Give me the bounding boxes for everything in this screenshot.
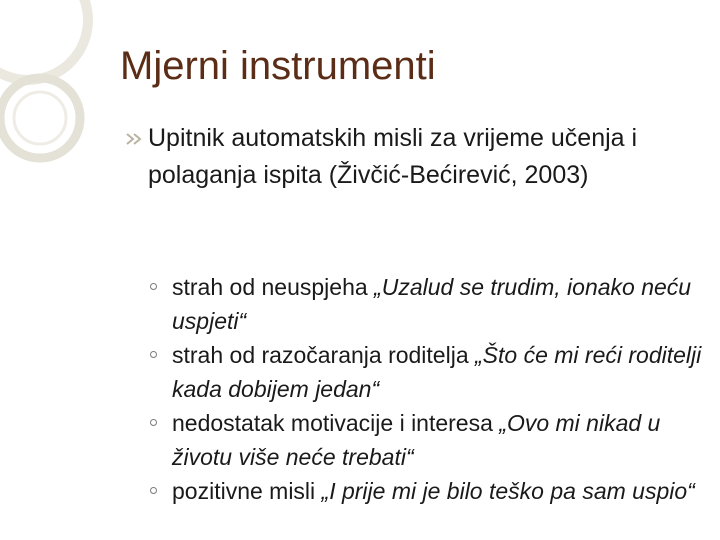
ring-bullet-icon xyxy=(150,283,157,290)
item-quote: „I prije mi je bilo teško pa sam uspio“ xyxy=(321,478,695,504)
ring-bullet-icon xyxy=(150,487,157,494)
decorative-rings-icon xyxy=(0,0,110,200)
slide-title: Mjerni instrumenti xyxy=(120,44,436,88)
item-text: nedostatak motivacije i interesa xyxy=(172,410,500,436)
item-text: strah od neuspjeha xyxy=(172,274,375,300)
item-quote: „Što će mi reći roditelji kada dobijem jedan“ xyxy=(172,342,702,402)
item-text: strah od razočaranja roditelja xyxy=(172,342,475,368)
list-item xyxy=(148,338,708,406)
ring-bullet-icon xyxy=(150,419,157,426)
sub-bullet-list xyxy=(148,270,708,508)
double-chevron-bullet-icon xyxy=(124,132,146,146)
list-item xyxy=(148,406,708,474)
list-item xyxy=(148,474,708,508)
item-quote: „Uzalud se trudim, ionako neću uspjeti“ xyxy=(172,274,692,334)
item-quote: „Ovo mi nikad u životu više neće trebati“ xyxy=(172,410,661,470)
list-item xyxy=(148,270,708,338)
item-text: pozitivne misli xyxy=(172,478,322,504)
main-bullet-text: Upitnik automatskih misli za vrijeme učenja i polaganja ispita (Živčić-Bećirević, 2003) xyxy=(148,124,638,189)
main-bullet xyxy=(124,120,684,194)
ring-bullet-icon xyxy=(150,351,157,358)
